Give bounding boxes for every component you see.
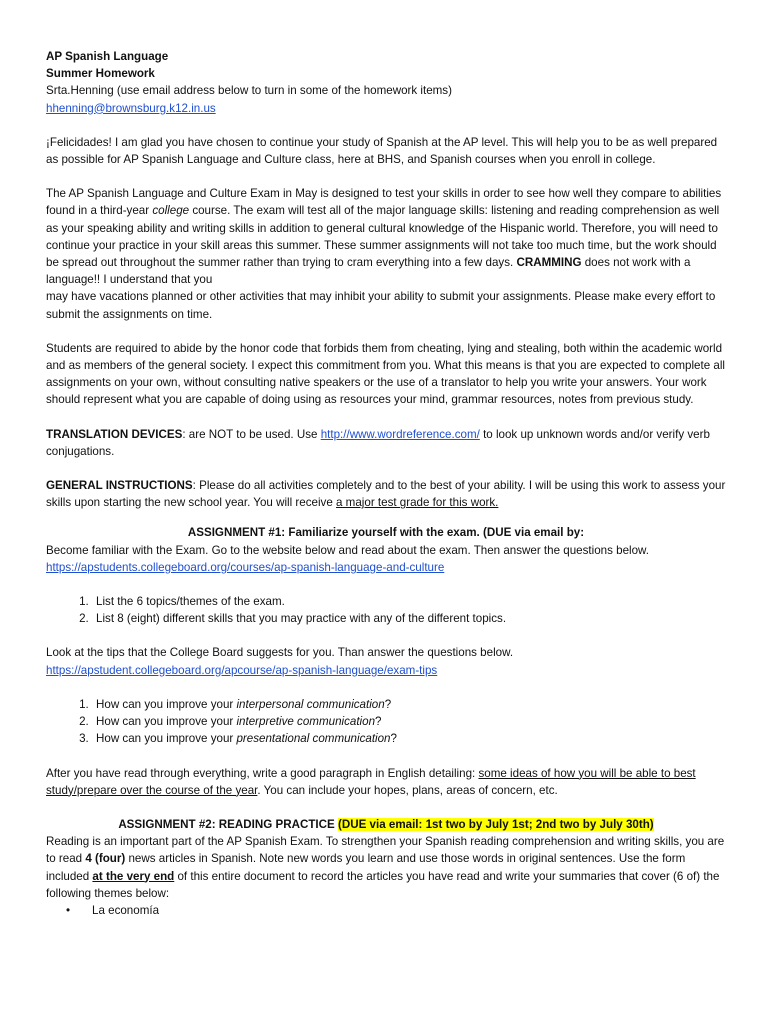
list-item: 2. How can you improve your interpretive communication?: [92, 713, 726, 730]
collegeboard-course-link[interactable]: https://apstudents.collegeboard.org/courses/ap-spanish-language-and-culture: [46, 560, 445, 574]
header-email: [46, 100, 726, 117]
document-body: [46, 48, 726, 919]
assignment1-instructions: Become familiar with the Exam. Go to the website below and read about the exam. Then answer the questions below.: [46, 543, 649, 557]
general-instructions-paragraph: GENERAL INSTRUCTIONS: Please do all activities completely and to the best of your ability. I will be using this work to assess your skills upon starting the new school year. You will receive a major test grade for this work.: [46, 479, 726, 510]
list-item: 2. List 8 (eight) different skills that you may practice with any of the different topics.: [92, 610, 726, 627]
due-date-highlight: (DUE via email: 1st two by July 1st; 2nd two by July 30th): [337, 817, 654, 831]
intro-paragraph: ¡Felicidades! I am glad you have chosen to continue your study of Spanish at the AP level. This will help you to be as well prepared as possible for AP Spanish Language and Culture class, here at BHS, and Spanish courses when you enroll in college.: [46, 135, 718, 167]
list-item: 1. List the 6 topics/themes of the exam.: [92, 593, 726, 610]
email-link[interactable]: hhenning@brownsburg.k12.in.us: [46, 101, 216, 115]
assignment1-link-row: [46, 559, 726, 576]
exam-tips-link[interactable]: https://apstudent.collegeboard.org/apcourse/ap-spanish-language/exam-tips: [46, 663, 438, 677]
tips-link-row: [46, 662, 726, 679]
header-title: AP Spanish Language: [46, 50, 169, 63]
themes-list: [46, 902, 726, 919]
assignment1-closing-paragraph: After you have read through everything, write a good paragraph in English detailing: some ideas of how you will be able to best study/prepare over the course of the year. You can include your hopes, plans, areas of concern, etc.: [46, 766, 696, 797]
list-item: 1. How can you improve your interpersonal communication?: [92, 696, 726, 713]
exam-paragraph: The AP Spanish Language and Culture Exam in May is designed to test your skills in order to see how well they compare to abilities found in a third-year college course. The exam will test all of the major language skills: listening and reading comprehension as well as your speaking ability and writing skills in addition to general cultural knowledge of the Hispanic world. Therefore, you will need to continue your practice in your skill areas this summer. These summer assignments will not take too much time, but the work should be spread out throughout the summer rather than trying to cram everything into a few days. CRAMMING does not work with a language!! I understand that you may have vacations planned or other activities that may inhibit your ability to submit your assignments. Please make every effort to submit the assignments on time.: [46, 187, 722, 321]
assignment2-paragraph: Reading is an important part of the AP Spanish Exam. To strengthen your Spanish reading comprehension and writing skills, you are to read 4 (four) news articles in Spanish. Note new words you learn and use those words in original sentences. Use the form included at the very end of this entire document to record the articles you have read and write your summaries that cover (6 of) the following themes below:: [46, 835, 725, 900]
translation-paragraph: TRANSLATION DEVICES: are NOT to be used. Use http://www.wordreference.com/ to look up unknown words and/or verify verb conjugations.: [46, 427, 710, 458]
assignment1-list1: [46, 593, 726, 627]
header-subtitle: Summer Homework: [46, 67, 155, 81]
assignment2-title: ASSIGNMENT #2: READING PRACTICE (DUE via email: 1st two by July 1st; 2nd two by July 30th): [118, 817, 654, 831]
honor-code-paragraph: Students are required to abide by the honor code that forbids them from cheating, lying and stealing, both within the academic world and as members of the general society. I expect this commitment from you. What this means is that you are expected to complete all assignments on your own, without consulting native speakers or the use of a translator to help you write your answers. Your work should represent what you are capable of doing using as resources your mind, grammar resources, notes from previous study.: [46, 341, 725, 407]
bullet-icon: •: [66, 903, 71, 917]
header-teacher: Srta.Henning (use email address below to turn in some of the homework items): [46, 84, 452, 98]
list-item: 3. How can you improve your presentational communication?: [92, 730, 726, 747]
assignment1-list2: [46, 696, 726, 748]
list-item: • La economía: [92, 902, 726, 919]
wordreference-link[interactable]: http://www.wordreference.com/: [320, 427, 480, 441]
tips-paragraph: Look at the tips that the College Board suggests for you. Than answer the questions below.: [46, 646, 514, 660]
assignment1-title: ASSIGNMENT #1: Familiarize yourself with the exam. (DUE via email by:: [187, 526, 585, 540]
